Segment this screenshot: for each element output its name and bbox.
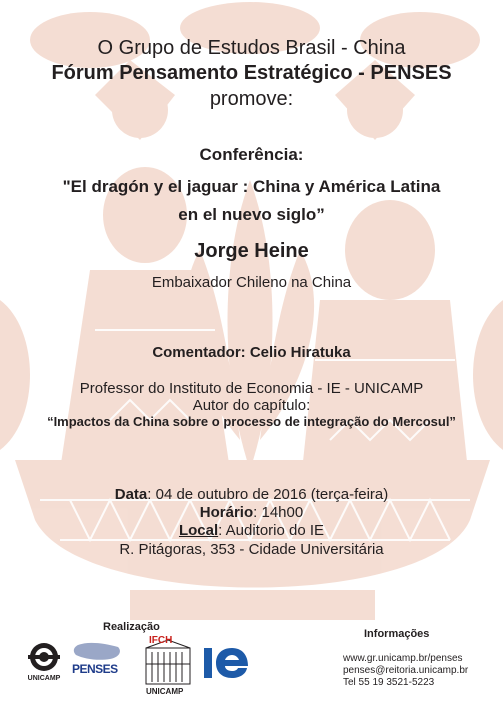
conference-title-line-1: "El dragón y el jaguar : China y América Latina <box>62 177 441 196</box>
unicamp-logo-text: UNICAMP <box>27 675 61 682</box>
conference-label: Conferência: <box>199 145 304 164</box>
conference-title-line-2: en el nuevo siglo” <box>178 205 325 224</box>
promote-line: promove: <box>209 88 294 110</box>
chapter-title: “Impactos da China sobre o processo de integração do Mercosul” <box>47 414 456 429</box>
contact-info <box>343 653 468 689</box>
speaker-role: Embaixador Chileno na China <box>151 274 352 291</box>
commentator-role: Professor do Instituto de Economia - IE - UNICAMP <box>79 380 424 397</box>
unicamp-emblem-icon <box>24 641 64 675</box>
place-label: Local <box>178 522 219 539</box>
chapter-label: Autor do capítulo: <box>192 397 311 414</box>
website-link[interactable]: www.gr.unicamp.br/penses <box>343 653 463 664</box>
time-value: : 14h00 <box>253 504 304 521</box>
event-place <box>0 522 503 539</box>
ie-letters-icon <box>202 642 250 682</box>
date-value: : 04 de outubro de 2016 (terça-feira) <box>147 486 389 503</box>
ifch-logo-text: IFCH <box>149 635 173 646</box>
event-address: R. Pitágoras, 353 - Cidade Universitária <box>119 541 384 558</box>
time-label: Horário <box>199 504 254 521</box>
realizacao-label: Realização <box>103 621 160 633</box>
ifch-logo-subtext: UNICAMP <box>146 687 184 696</box>
email-link[interactable]: penses@reitoria.unicamp.br <box>343 665 469 676</box>
forum-name: Fórum Pensamento Estratégico - PENSES <box>51 62 452 84</box>
ie-logo <box>202 642 250 682</box>
organizer-line: O Grupo de Estudos Brasil - China <box>97 37 406 59</box>
penses-logo <box>70 641 130 683</box>
ifch-logo <box>138 634 198 698</box>
informacoes-label: Informações <box>364 628 430 640</box>
penses-logo-text: PENSES <box>72 662 118 676</box>
phone-number: Tel 55 19 3521-5223 <box>343 677 435 688</box>
commentator-heading: Comentador: Celio Hiratuka <box>152 344 351 361</box>
event-time <box>0 504 503 521</box>
event-date <box>0 486 503 503</box>
place-value: : Auditorio do IE <box>218 522 325 539</box>
speaker-name: Jorge Heine <box>194 240 309 262</box>
unicamp-logo <box>24 641 64 689</box>
penses-map-icon <box>70 641 130 663</box>
date-label: Data <box>114 486 148 503</box>
